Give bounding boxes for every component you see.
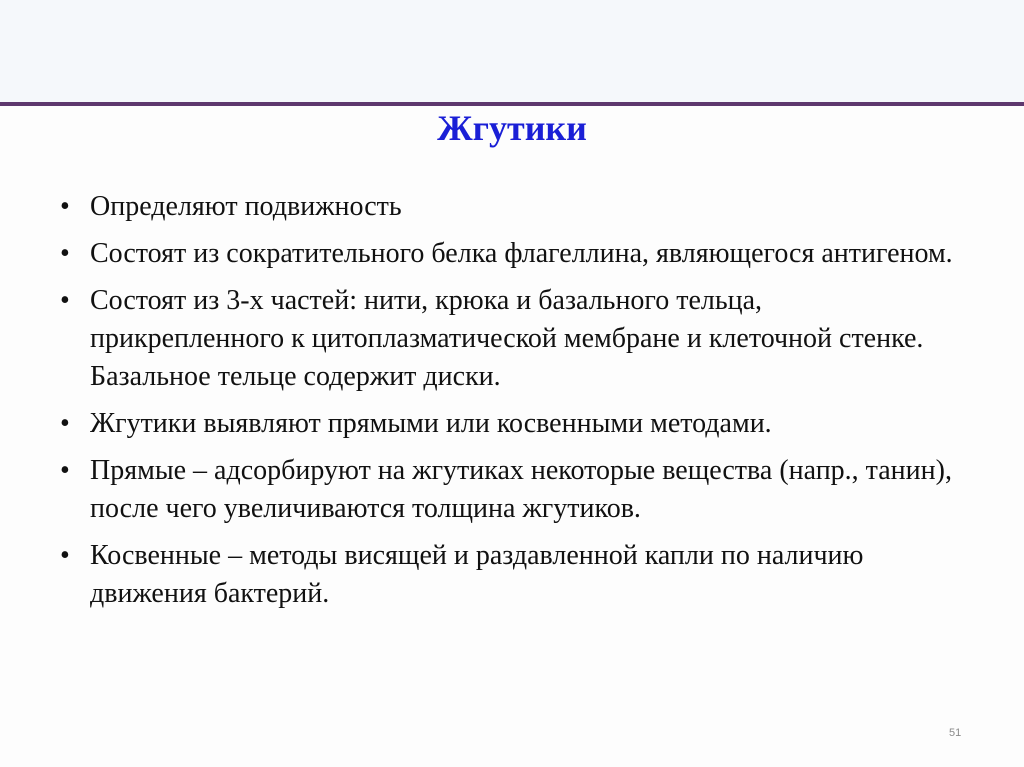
bullet-item (60, 282, 960, 396)
bullet-text: Состоят из 3-х частей: нити, крюка и базального тельца, прикрепленного к цитоплазматической мембране и клеточной стенке. Базальное тельце содержит диски. (90, 285, 924, 392)
bullet-list (60, 188, 960, 622)
bullet-item (60, 405, 960, 443)
bullet-icon: • (60, 540, 70, 571)
bullet-text: Определяют подвижность (90, 191, 402, 222)
bullet-icon: • (60, 455, 70, 486)
bullet-item (60, 452, 960, 528)
bullet-text: Косвенные – методы висящей и раздавленной капли по наличию движения бактерий. (90, 540, 864, 609)
bullet-text: Жгутики выявляют прямыми или косвенными методами. (90, 408, 772, 439)
bullet-icon: • (60, 191, 70, 222)
bullet-text: Состоят из сократительного белка флагеллина, являющегося антигеном. (90, 238, 953, 269)
bullet-icon: • (60, 285, 70, 316)
bullet-item (60, 537, 960, 613)
bullet-item (60, 188, 960, 226)
page-number: 51 (949, 727, 962, 739)
slide-title: Жгутики (437, 108, 587, 148)
bullet-icon: • (60, 408, 70, 439)
bullet-item (60, 235, 960, 273)
bullet-text: Прямые – адсорбируют на жгутиках некоторые вещества (напр., танин), после чего увеличиваются толщина жгутиков. (90, 455, 952, 524)
bullet-icon: • (60, 238, 70, 269)
header-band (0, 0, 1024, 103)
